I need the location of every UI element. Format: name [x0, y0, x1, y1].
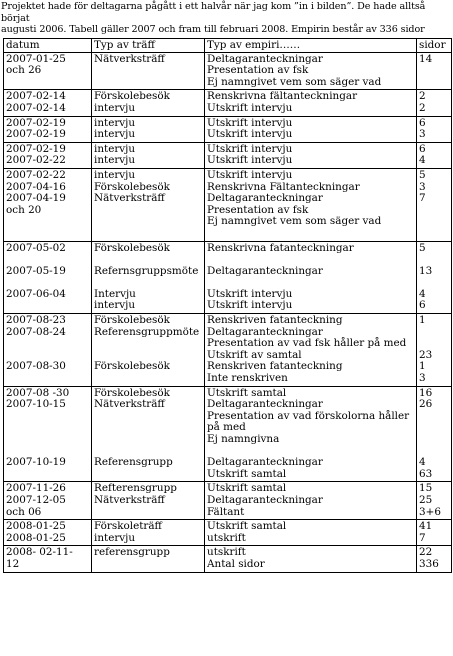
cell-line: 2	[419, 90, 426, 103]
empirical-type-cell	[205, 52, 417, 90]
cell-line: Utskrift intervju	[207, 101, 293, 114]
cell-line: Förskolebesök	[94, 180, 170, 193]
cell-line: Förskolebesök	[94, 241, 170, 254]
meeting-type-cell	[92, 314, 205, 387]
table-row	[4, 241, 452, 314]
cell-line: Deltagaranteckningar	[207, 456, 323, 469]
cell-line: 14	[419, 52, 433, 65]
cell-line: 3	[419, 180, 426, 193]
pages-cell	[417, 546, 452, 572]
table-row	[4, 482, 452, 520]
cell-line	[419, 77, 449, 89]
cell-line	[94, 434, 202, 446]
cell-line: 26	[419, 398, 433, 411]
date-cell	[4, 90, 92, 116]
cell-line: Utskrift intervju	[207, 287, 293, 300]
cell-line	[419, 434, 449, 446]
cell-line: intervju	[94, 142, 136, 155]
cell-line	[94, 65, 202, 77]
cell-line: Utskrift intervju	[207, 116, 293, 129]
cell-line: 2007-01-25	[6, 52, 66, 65]
header-datum: datum	[4, 39, 92, 53]
cell-line: 2007-10-15	[6, 398, 66, 411]
intro-line: augusti 2006. Tabell gäller 2007 och fram till februari 2008. Empirin består av 336 sidor	[1, 24, 425, 35]
date-cell	[4, 241, 92, 314]
table-row	[4, 546, 452, 572]
meeting-type-cell	[92, 546, 205, 572]
date-cell	[4, 116, 92, 142]
empirical-type-cell	[205, 90, 417, 116]
cell-line	[6, 216, 89, 228]
cell-line: Nätverksträff	[94, 192, 165, 205]
cell-line: 2007-08-23	[6, 314, 66, 327]
cell-line	[94, 338, 202, 350]
table-row	[4, 520, 452, 546]
cell-line: Refterensgrupp	[94, 482, 177, 495]
cell-line: Nätverksträff	[94, 493, 165, 506]
cell-line: 1	[419, 360, 426, 373]
cell-line: 2007-02-14	[6, 90, 66, 103]
cell-line: och 06	[6, 505, 42, 518]
date-cell	[4, 520, 92, 546]
cell-line	[419, 422, 449, 434]
cell-line: Renskrivna Fältanteckningar	[207, 180, 360, 193]
cell-line: 2	[419, 101, 426, 114]
cell-line: Deltagaranteckningar	[207, 52, 323, 65]
cell-line: 6	[419, 299, 426, 312]
cell-line: 5	[419, 241, 426, 254]
pages-cell	[417, 482, 452, 520]
cell-line: Utskrift intervju	[207, 168, 293, 181]
cell-line: 7	[419, 192, 426, 205]
table-row	[4, 90, 452, 116]
pages-cell	[417, 142, 452, 168]
cell-line: 3	[419, 128, 426, 141]
cell-line	[6, 228, 89, 240]
cell-line: och 26	[6, 64, 42, 77]
cell-line: 2007-02-19	[6, 116, 66, 129]
cell-line: 6	[419, 142, 426, 155]
intro-line: Projektet hade för deltagarna pågått i ett halvår när jag kom ”in i bilden”. De hade alltså börjat	[1, 1, 426, 24]
meeting-type-cell	[92, 241, 205, 314]
date-cell	[4, 546, 92, 572]
cell-line: utskrift	[207, 531, 246, 544]
cell-line: Förskolebesök	[94, 90, 170, 103]
cell-line: Förskolebesök	[94, 386, 170, 399]
cell-line: 2007-04-19	[6, 192, 66, 205]
cell-line: 336	[419, 557, 439, 570]
cell-line: Deltagaranteckningar	[207, 493, 323, 506]
cell-line	[6, 373, 89, 385]
meeting-type-cell	[92, 482, 205, 520]
cell-line: 15	[419, 482, 433, 495]
cell-line: Antal sidor	[207, 557, 265, 570]
empirical-type-cell	[205, 546, 417, 572]
cell-line	[94, 422, 202, 434]
date-cell	[4, 168, 92, 241]
cell-line	[6, 411, 89, 423]
pages-cell	[417, 90, 452, 116]
cell-line	[6, 469, 89, 481]
empirical-type-cell	[205, 168, 417, 241]
cell-line: 2007-10-19	[6, 456, 66, 469]
cell-line: referensgrupp	[94, 546, 170, 559]
cell-line	[94, 205, 202, 217]
meeting-type-cell	[92, 142, 205, 168]
cell-line: Inte renskriven	[207, 372, 288, 385]
cell-line: 3	[419, 372, 426, 385]
cell-line: 3+6	[419, 505, 441, 518]
cell-line: 4	[419, 287, 426, 300]
cell-line: Presentation av vad förskolorna håller	[207, 409, 410, 422]
cell-line: 1	[419, 314, 426, 327]
cell-line	[6, 300, 89, 312]
cell-line: 13	[419, 264, 433, 277]
table-row	[4, 386, 452, 482]
cell-line	[419, 254, 449, 266]
cell-line	[94, 77, 202, 89]
cell-line	[419, 65, 449, 77]
empirical-type-cell	[205, 116, 417, 142]
meeting-type-cell	[92, 520, 205, 546]
cell-line: Förskoleträff	[94, 520, 162, 533]
cell-line	[419, 205, 449, 217]
cell-line	[207, 228, 414, 240]
cell-line: Presentation av fsk	[207, 64, 309, 77]
header-row	[4, 39, 452, 53]
cell-line	[94, 411, 202, 423]
empirical-data-table	[3, 38, 452, 573]
header-meeting-type: Typ av träff	[92, 39, 205, 53]
meeting-type-cell	[92, 386, 205, 482]
cell-line: Renskrivna fältanteckningar	[207, 90, 358, 103]
cell-line: 23	[419, 348, 433, 361]
cell-line: 5	[419, 168, 426, 181]
cell-line: Utskrift intervju	[207, 142, 293, 155]
header-empirical-type: Typ av empiri……	[205, 39, 417, 53]
table-row	[4, 142, 452, 168]
pages-cell	[417, 241, 452, 314]
cell-line: Förskolebesök	[94, 360, 170, 373]
cell-line: 2007-02-22	[6, 154, 66, 167]
cell-line: intervju	[94, 154, 136, 167]
cell-line	[419, 216, 449, 228]
cell-line: 2007-08 -30	[6, 386, 70, 399]
cell-line: Ej namngivna	[207, 433, 280, 445]
cell-line: 16	[419, 386, 433, 399]
meeting-type-cell	[92, 52, 205, 90]
cell-line: intervju	[94, 168, 136, 181]
date-cell	[4, 142, 92, 168]
cell-line: intervju	[94, 531, 136, 544]
cell-line: 22	[419, 546, 433, 559]
cell-line: 2007-04-16	[6, 180, 66, 193]
cell-line: 6	[419, 116, 426, 129]
cell-line	[94, 559, 202, 571]
cell-line	[94, 373, 202, 385]
cell-line: och 20	[6, 203, 42, 216]
cell-line	[94, 469, 202, 481]
cell-line: Förskolebesök	[94, 314, 170, 327]
meeting-type-cell	[92, 168, 205, 241]
cell-line: Refernsgruppsmöte	[94, 264, 199, 277]
meeting-type-cell	[92, 90, 205, 116]
pages-cell	[417, 386, 452, 482]
cell-line: intervju	[94, 299, 136, 312]
cell-line: Deltagaranteckningar	[207, 325, 323, 338]
cell-line: Utskrift intervju	[207, 299, 293, 312]
cell-line: Utskrift samtal	[207, 520, 287, 533]
cell-line: 2007-02-19	[6, 128, 66, 141]
pages-cell	[417, 168, 452, 241]
empirical-type-cell	[205, 142, 417, 168]
cell-line: Ej namngivet vem som säger vad	[207, 215, 382, 228]
date-cell	[4, 482, 92, 520]
cell-line: Renskriven fatanteckning	[207, 314, 343, 327]
cell-line	[6, 338, 89, 350]
table-row	[4, 314, 452, 387]
empirical-type-cell	[205, 314, 417, 387]
cell-line: Intervju	[94, 287, 136, 300]
cell-line: Utskrift samtal	[207, 467, 287, 480]
cell-line: 4	[419, 154, 426, 167]
cell-line: Deltagaranteckningar	[207, 192, 323, 205]
cell-line: intervju	[94, 101, 136, 114]
cell-line: Utskrift av samtal	[207, 348, 302, 361]
cell-line: Utskrift samtal	[207, 482, 287, 495]
cell-line: Renskrivna fatanteckningar	[207, 241, 354, 254]
cell-line	[94, 507, 202, 519]
cell-line	[207, 254, 414, 266]
cell-line: 2008-01-25	[6, 520, 66, 533]
pages-cell	[417, 52, 452, 90]
cell-line	[6, 422, 89, 434]
empirical-type-cell	[205, 482, 417, 520]
cell-line: 12	[6, 557, 20, 570]
cell-line: 7	[419, 531, 426, 544]
pages-cell	[417, 520, 452, 546]
date-cell	[4, 314, 92, 387]
cell-line: Utskrift intervju	[207, 128, 293, 141]
cell-line: utskrift	[207, 546, 246, 559]
cell-line: 2007-08-30	[6, 360, 66, 373]
cell-line: 2008- 02-11-	[6, 546, 73, 559]
header-pages: sidor	[417, 39, 452, 53]
cell-line: Deltagaranteckningar	[207, 398, 323, 411]
intro-text	[1, 1, 451, 36]
cell-line: 4	[419, 456, 426, 469]
date-cell	[4, 386, 92, 482]
cell-line	[6, 77, 89, 89]
empirical-type-cell	[205, 386, 417, 482]
cell-line: 2008-01-25	[6, 531, 66, 544]
pages-cell	[417, 116, 452, 142]
cell-line: Referensgruppmöte	[94, 325, 200, 338]
cell-line	[419, 411, 449, 423]
empirical-type-cell	[205, 520, 417, 546]
pages-cell	[417, 314, 452, 387]
cell-line: Utskrift intervju	[207, 154, 293, 167]
cell-line: 2007-02-19	[6, 142, 66, 155]
cell-line	[94, 254, 202, 266]
cell-line: Ej namngivet vem som säger vad	[207, 75, 382, 88]
cell-line: Referensgrupp	[94, 456, 173, 469]
cell-line: 2007-05-19	[6, 264, 66, 277]
cell-line: Presentation av fsk	[207, 203, 309, 216]
cell-line: intervju	[94, 116, 136, 129]
table-row	[4, 168, 452, 241]
cell-line: Deltagaranteckningar	[207, 264, 323, 277]
cell-line	[6, 434, 89, 446]
cell-line: intervju	[94, 128, 136, 141]
cell-line: 2007-02-14	[6, 101, 66, 114]
cell-line: Nätverksträff	[94, 52, 165, 65]
cell-line	[419, 228, 449, 240]
cell-line: 2007-02-22	[6, 168, 66, 181]
cell-line: Nätverksträff	[94, 398, 165, 411]
cell-line: 2007-08-24	[6, 325, 66, 338]
empirical-type-cell	[205, 241, 417, 314]
cell-line: Utskrift samtal	[207, 386, 287, 399]
cell-line	[94, 216, 202, 228]
cell-line: Presentation av vad fsk håller på med	[207, 337, 407, 350]
meeting-type-cell	[92, 116, 205, 142]
cell-line: på med	[207, 421, 246, 434]
date-cell	[4, 52, 92, 90]
table-row	[4, 116, 452, 142]
cell-line	[419, 327, 449, 339]
cell-line: Fältant	[207, 505, 245, 518]
cell-line: 2007-12-05	[6, 493, 66, 506]
cell-line: 63	[419, 467, 433, 480]
cell-line	[6, 254, 89, 266]
cell-line: 2007-05-02	[6, 241, 66, 254]
cell-line: 2007-06-04	[6, 287, 66, 300]
table-row	[4, 52, 452, 90]
cell-line: 41	[419, 520, 433, 533]
cell-line: Renskriven fatanteckning	[207, 360, 343, 373]
cell-line: 2007-11-26	[6, 482, 66, 495]
cell-line: 25	[419, 493, 433, 506]
cell-line	[94, 228, 202, 240]
